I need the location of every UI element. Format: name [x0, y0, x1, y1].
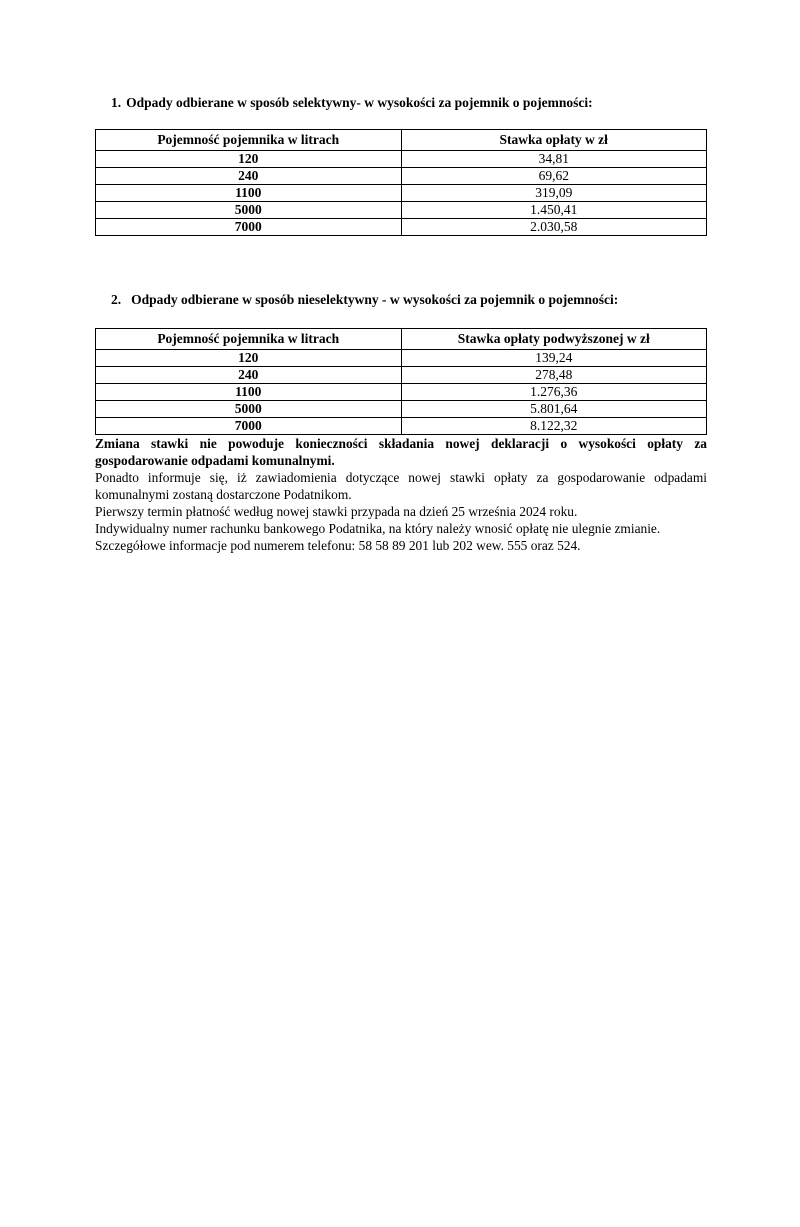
column-header-capacity: Pojemność pojemnika w litrach [96, 329, 402, 350]
table-cell: 1.450,41 [401, 202, 707, 219]
section-2-number: 2. [111, 292, 122, 307]
table-cell: 2.030,58 [401, 219, 707, 236]
selective-fee-table [95, 129, 707, 236]
table-row [96, 350, 707, 367]
table-body [96, 151, 707, 236]
table-header-row [96, 130, 707, 151]
table-cell: 278,48 [401, 367, 707, 384]
table-cell: 240 [96, 168, 402, 185]
document-content [95, 95, 707, 554]
table-row [96, 202, 707, 219]
table-row [96, 367, 707, 384]
section-1-title: Odpady odbierane w sposób selektywny- w wysokości za pojemnik o pojemności: [126, 95, 593, 110]
section-1-heading [95, 95, 707, 110]
table-cell: 5000 [96, 202, 402, 219]
section-2-title: Odpady odbierane w sposób nieselektywny - w wysokości za pojemnik o pojemności: [131, 292, 619, 307]
table-row [96, 401, 707, 418]
paragraph-no-new-declaration: Zmiana stawki nie powoduje konieczności składania nowej deklaracji o wysokości opłaty za gospodarowanie odpadami komunalnymi. [95, 436, 707, 468]
table-cell: 5000 [96, 401, 402, 418]
paragraph-bank-account-unchanged: Indywidualny numer rachunku bankowego Podatnika, na który należy wnosić opłatę nie ulegnie zmianie. [95, 521, 661, 536]
table-cell: 7000 [96, 219, 402, 236]
table-row [96, 418, 707, 435]
table-header [96, 130, 707, 151]
table-cell: 319,09 [401, 185, 707, 202]
paragraph-contact-phone: Szczegółowe informacje pod numerem telefonu: 58 58 89 201 lub 202 wew. 555 oraz 524. [95, 538, 581, 553]
paragraph-notifications-delivered: Ponadto informuje się, iż zawiadomienia dotyczące nowej stawki opłaty za gospodarowanie odpadami komunalnymi zostaną dostarczone Podatnikom. [95, 470, 707, 502]
table-header [96, 329, 707, 350]
table-row [96, 219, 707, 236]
table-body [96, 350, 707, 435]
non-selective-fee-table [95, 328, 707, 435]
table-cell: 34,81 [401, 151, 707, 168]
table-header-row [96, 329, 707, 350]
table-cell: 5.801,64 [401, 401, 707, 418]
table-cell: 1100 [96, 185, 402, 202]
table-cell: 8.122,32 [401, 418, 707, 435]
table-cell: 120 [96, 350, 402, 367]
table-cell: 139,24 [401, 350, 707, 367]
section-2-heading [95, 292, 707, 307]
table-row [96, 168, 707, 185]
column-header-rate: Stawka opłaty w zł [401, 130, 707, 151]
table-cell: 7000 [96, 418, 402, 435]
table-cell: 1.276,36 [401, 384, 707, 401]
column-header-capacity: Pojemność pojemnika w litrach [96, 130, 402, 151]
table-cell: 1100 [96, 384, 402, 401]
table-cell: 69,62 [401, 168, 707, 185]
table-row [96, 185, 707, 202]
table-row [96, 384, 707, 401]
column-header-raised-rate: Stawka opłaty podwyższonej w zł [401, 329, 707, 350]
section-1-number: 1. [111, 95, 122, 110]
document-page [0, 95, 800, 1227]
table-cell: 120 [96, 151, 402, 168]
table-cell: 240 [96, 367, 402, 384]
paragraph-first-payment-date: Pierwszy termin płatność według nowej stawki przypada na dzień 25 września 2024 roku. [95, 504, 578, 519]
table-row [96, 151, 707, 168]
